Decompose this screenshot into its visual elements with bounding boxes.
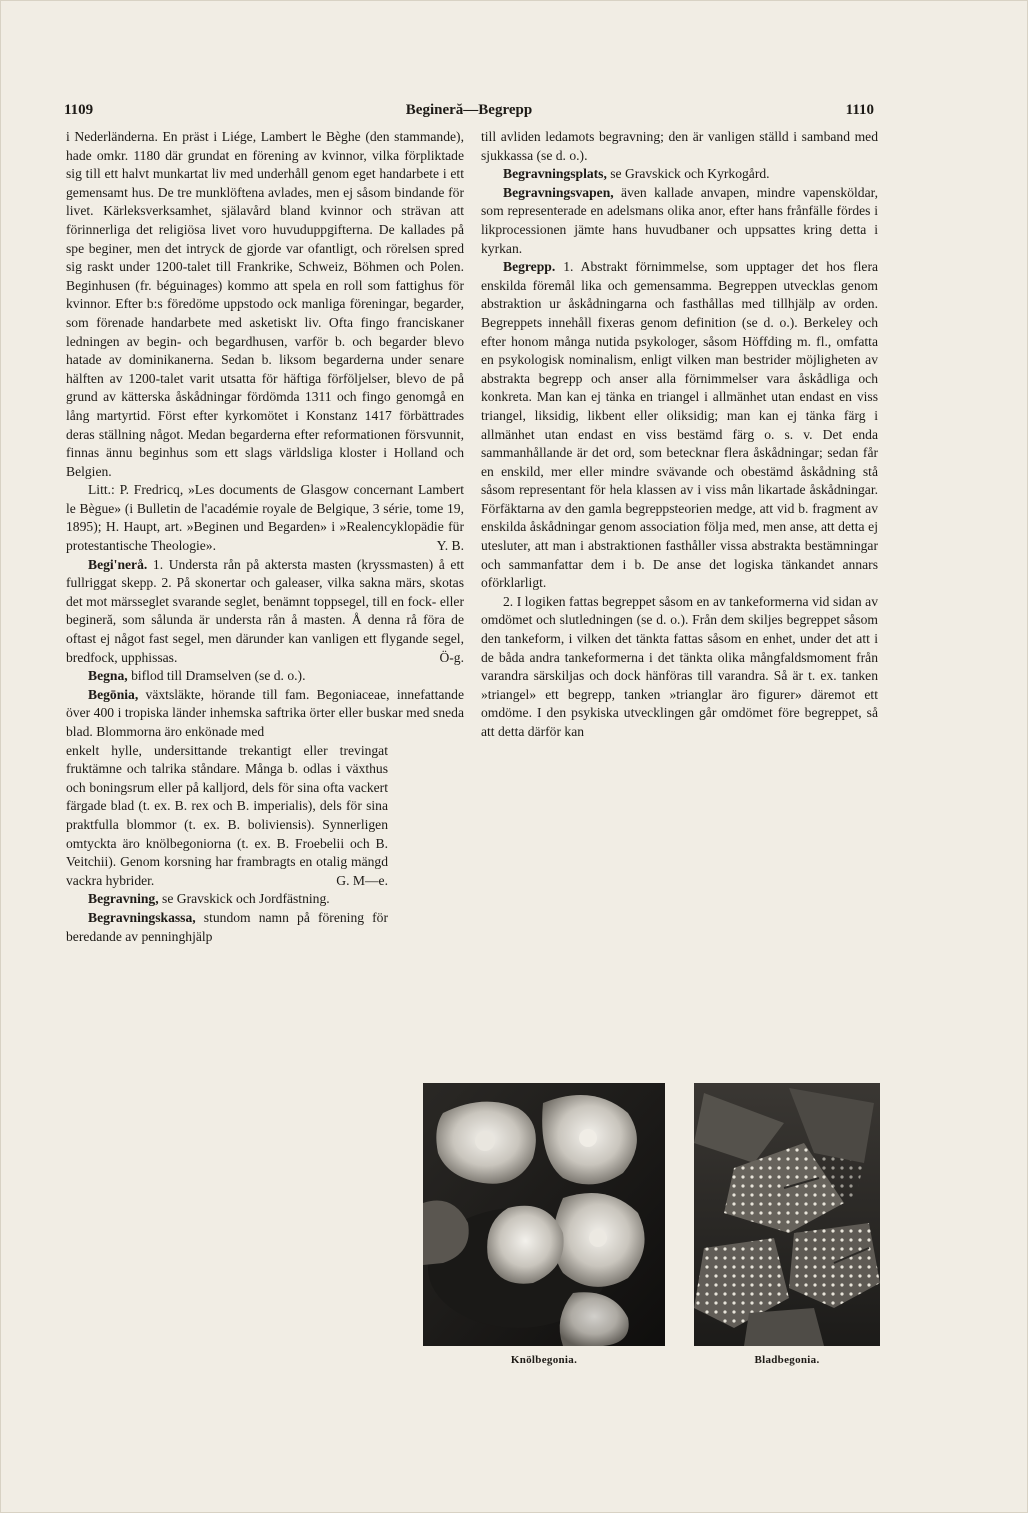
entry-beginer-literature: Litt.: P. Fredricq, »Les documents de Glasgow concernant Lambert le Bègue» (i Bulletin de l'académie royale de Belgique, 3 série, tome 19, 1895); H. Haupt, art. »Beginen und Begarden» i »Realencyklopädie für protestantische Theologie». Y. B.: [66, 481, 464, 555]
signature: G. M—e.: [336, 872, 388, 888]
entry-term: Begravning,: [88, 891, 159, 907]
entry-begravningsplats: Begravningsplats, se Gravskick och Kyrkogård.: [503, 166, 770, 182]
bladbegonia-image: [694, 1083, 880, 1346]
entry-beginera: Begi'nerå. 1. Understa rån på aktersta masten (kryssmasten) å ett fullriggat skepp. 2. På skonertar och galeaser, vilka sakna märs, skotas det mot märsseglet svarande seglet, benämnt toppsegel, till en fock- eller begineră, som sålunda är understa rån å masten. Å denna rå föra de oftast ej något fast segel, men därunder kan vanligen ett flygande segel, bredfock, upphissas. Ö-g.: [66, 556, 464, 668]
page-number-left: 1109: [64, 102, 94, 118]
entry-begrepp-2: 2. I logiken fattas begreppet såsom en av tankeformerna vid sidan av omdömet och slutledningen (se d. o.). Från dem skiljes begreppet såsom den tankeform, i vilken det tänkta fattas såsom en enhet, under det att i de båda andra tankeformerna i det tänkta olika mångfaldsmoment från varandra särskiljas och dock hänföras till varandra. Så är t. ex. tanken »triangel» ett begrepp, tanken »trianglar äro figurer» däremot ett omdöme. I den psykiska utvecklingen går omdömet före begreppet, så att detta därför kan: [481, 593, 878, 739]
entry-term: Begi'nerå.: [88, 556, 148, 572]
entry-begna: Begna, biflod till Dramselven (se d. o.).: [88, 668, 306, 684]
entry-term: Begravningskassa,: [88, 909, 196, 925]
signature: Ö-g.: [439, 649, 464, 665]
bladbegonia-caption: Bladbegonia.: [754, 1354, 820, 1366]
entry-begrepp: Begrepp. 1. Abstrakt förnimmelse, som upptager det hos flera enskilda föremål lika och gemensamma. Begreppen utvecklas genom abstraktion ur åskådningarna och fasthållas med tillhjälp av orden. Begreppets innehåll fixeras genom definition (se d. o.). Berkeley och efter honom många nutida psykologer, såsom Höffding m. fl., omfatta en psykologisk nominalism, enligt vilken man bestrider möjligheten av abstrakta begrepp och anser alla förnimmelser vara åskådliga och konkreta. Man kan ej tänka en triangel i allmänhet utan endast en viss triangel, liksidig, likbent eller oliksidig; man kan ej tänka färg i allmänhet utan endast en viss bestämd färg o. s. v. Det enda sammanhållande är det ord, som betecknar flera åskådningar; sedan får en enskild, mer eller mindre svävande och obestämd åskådning stå såsom representant för hela klassen av i viss mån likartade åskådningar. Förfäktarna av den gamla begreppsteorien medge, att vid b. fragment av enskilda åskådningar genom association följa med, men anse, att detta ej utesluter, att man i abstraktionen fasthåller vissa abstrakta bestämningar och sammanfattar dem i b. De anse det logiska tänkandet annars oförklarligt.: [481, 259, 879, 591]
entry-begravningsvapen: Begravningsvapen, även kallade anvapen, mindre vapensköldar, som representerade en adelsmans olika anor, efter hans frånfälle fördes i likprocessionen jämte hans huvudbaner och uppsattes kring detta i kyrkan.: [481, 184, 878, 256]
entry-begonia: Begōnia, växtsläkte, hörande till fam. Begoniaceae, innefattande över 400 i tropiska länder inhemska saftrika örter eller buskar med sneda blad. Blommorna äro enkönade med: [66, 686, 465, 739]
knolbegonia-photo: [423, 1083, 665, 1346]
left-column: [66, 128, 464, 946]
entry-term: Begna,: [88, 668, 128, 684]
entry-begravning: Begravning, se Gravskick och Jordfästning.: [88, 891, 330, 907]
signature: Y. B.: [436, 538, 464, 554]
right-column: [481, 128, 878, 742]
narrow-text-block: [66, 742, 388, 947]
entry-begonia-cont: enkelt hylle, undersittande trekantigt eller trevingat fruktämne och talrika ståndare. Många b. odlas i växthus och boningsrum eller på kalljord, dels för sina ofta vackert färgade blad (t. ex. B. rex och B. imperialis), dels för sina praktfulla blommor (t. ex. B. boliviensis). Synnerligen omtyckta äro knölbegoniorna (t. ex. B. Froebelii och B. Veitchii). Genom korsning har frambragts en otalig mängd vackra hybrider. G. M—e.: [66, 742, 388, 891]
entry-term: Begōnia,: [88, 686, 139, 702]
page-header: [64, 102, 874, 124]
entry-term: Begrepp.: [503, 259, 556, 275]
running-title: Begineră—Begrepp: [405, 102, 533, 118]
knolbegonia-image: [423, 1083, 665, 1346]
page-number-right: 1110: [845, 102, 874, 118]
entry-begravningskassa: Begravningskassa, stundom namn på förening för beredande av penninghjälp: [66, 909, 388, 944]
entry-term: Begravningsvapen,: [503, 184, 614, 200]
entry-beginer-text: i Nederländerna. En präst i Liége, Lambert le Bèghe (den stammande), hade omkr. 1180 där grundat en förening av kvinnor, vilka förpliktade sig till ett halvt munkartat liv med underhåll genom eget handarbete i ett gemensamt hus. De tre munklöftena avlades, men ej såsom bindande för livet. Kärleksverksamhet, själavård bland kvinnor och strävan att förinnerliga det religiösa livet voro huvuduppgifterna. De kallades på spe beginer, men det intryck de gjorde var ofantligt, och rörelsen spred sig raskt under 1200-talet till Frankrike, Schweiz, Böhmen och Polen. Beginhusen (fr. béguinages) kommo att spela en roll som fattighus för kvinnor. Efter b:s föredöme uppstodo ock manliga föreningar, begarder, som förenade handarbete med asketiskt liv. Ofta fingo franciskaner ledningen av begin- och begardhusen, varför b. och begarder blevo hatade av dominikanerna. Sedan b. liksom begarderna under senare hälften av 1200-talet varit utsatta för häftiga förföljelser, blevo de på grund av kätterska åskådningar fördömda 1311 och fingo genomgå en lång martyrtid. Först efter kyrkomötet i Konstanz 1417 förbättrades deras ställning något. Medan begarderna efter reformationen försvunnit, finnas ännu beginhus som ett slags världsliga kloster i Holland och Belgien.: [66, 129, 464, 479]
knolbegonia-caption: Knölbegonia.: [510, 1354, 578, 1366]
bladbegonia-photo: [694, 1083, 880, 1346]
entry-term: Begravningsplats,: [503, 166, 607, 182]
entry-begravningskassa-cont: till avliden ledamots begravning; den är vanligen ställd i samband med sjukkassa (se d. o.).: [481, 129, 878, 163]
